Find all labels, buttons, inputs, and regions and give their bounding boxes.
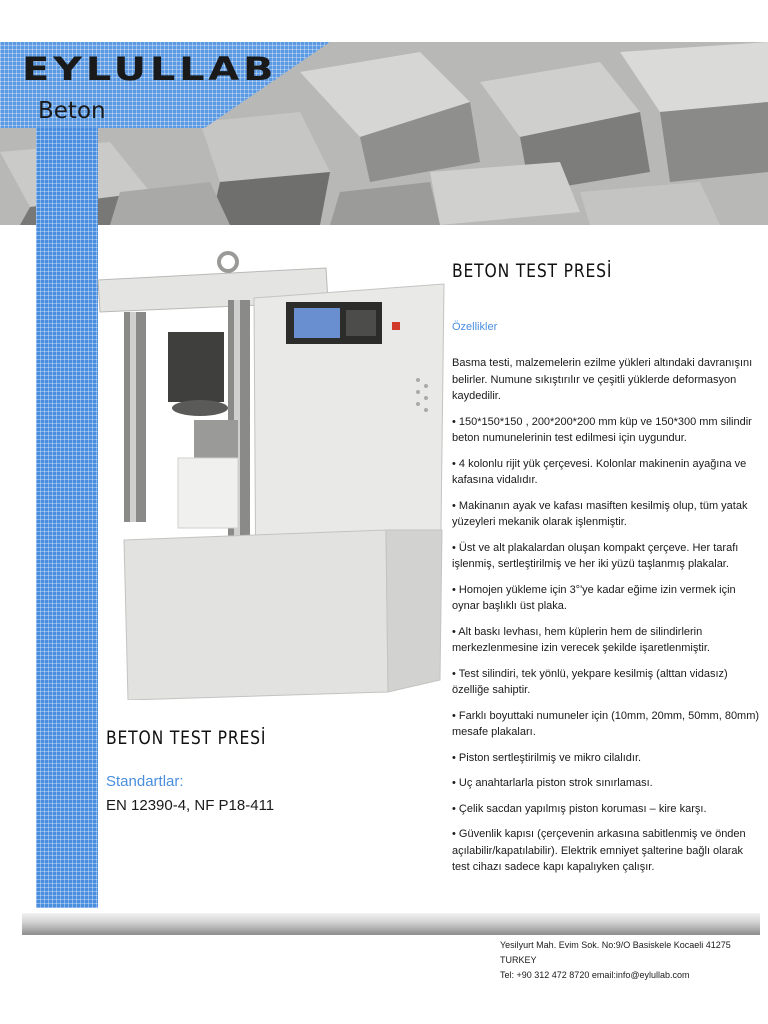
feature-item: • Üst ve alt plakalardan oluşan kompakt çerçeve. Her tarafı işlenmiş, sertleştirilmiş ve her iki yüzü taşlanmış plakalar.: [452, 541, 739, 570]
feature-item: • Uç anahtarlarla piston strok sınırlaması.: [452, 777, 653, 789]
product-title-secondary: BETON TEST PRESİ: [106, 727, 267, 749]
feature-item: • Farklı boyuttaki numuneler için (10mm, 20mm, 50mm, 80mm) mesafe plakaları.: [452, 709, 760, 738]
product-title: BETON TEST PRESİ: [452, 260, 613, 282]
decorative-blue-strip: [36, 128, 98, 908]
feature-item: • 150*150*150 , 200*200*200 mm küp ve 150*300 mm silindir beton numunelerinin test edilmesi için uygundur.: [452, 415, 752, 444]
feature-item: • Makinanın ayak ve kafası masiften kesilmiş olup, tüm yatak yüzeyleri mekanik olarak işlenmiştir.: [452, 499, 748, 528]
feature-item: • Piston sertleştirilmiş ve mikro cilalıdır.: [452, 751, 642, 764]
features-list: [452, 355, 762, 885]
footer-address: [500, 938, 768, 983]
feature-item: • Güvenlik kapısı (çerçevenin arkasına sabitlenmiş ve önden açılabilir/kapatılabilir). Elektrik emniyet şalterine bağlı olarak test cihazı sadece kapı kapalıyken çalışır.: [452, 828, 746, 873]
company-logo: EYLULLAB: [22, 50, 278, 88]
feature-item: • 4 kolonlu rijit yük çerçevesi. Kolonlar makinenin ayağına ve kafasına vidalıdır.: [452, 457, 747, 486]
address-line: Yesilyurt Mah. Evim Sok. No:9/O Basiskele Kocaeli 41275 TURKEY: [500, 940, 731, 965]
feature-item: • Alt baskı levhası, hem küplerin hem de silindirlerin merkezlenmesine izin verecek şekilde işaretlenmiştir.: [452, 625, 710, 654]
feature-item: • Homojen yükleme için 3°'ye kadar eğime izin vermek için oynar başlıklı üst plaka.: [452, 583, 736, 612]
contact-line: Tel: +90 312 472 8720 email:info@eylullab.com: [500, 970, 690, 980]
footer-bar: [22, 913, 760, 935]
feature-item: • Çelik sacdan yapılmış piston koruması – kire karşı.: [452, 802, 707, 815]
product-image: [96, 240, 446, 700]
standards-value: EN 12390-4, NF P18-411: [106, 797, 275, 814]
features-heading: Özellikler: [452, 321, 498, 333]
feature-item: • Test silindiri, tek yönlü, yekpare kesilmiş (alttan vidasız) özelliğe sahiptir.: [452, 667, 728, 696]
category-label: Beton: [38, 98, 106, 124]
standards-label: Standartlar:: [106, 773, 184, 790]
feature-paragraph: Basma testi, malzemelerin ezilme yükleri altındaki davranışını belirler. Numune sıkıştırılır ve çeşitli yüklerde deformasyon kaydedilir.: [452, 357, 753, 402]
